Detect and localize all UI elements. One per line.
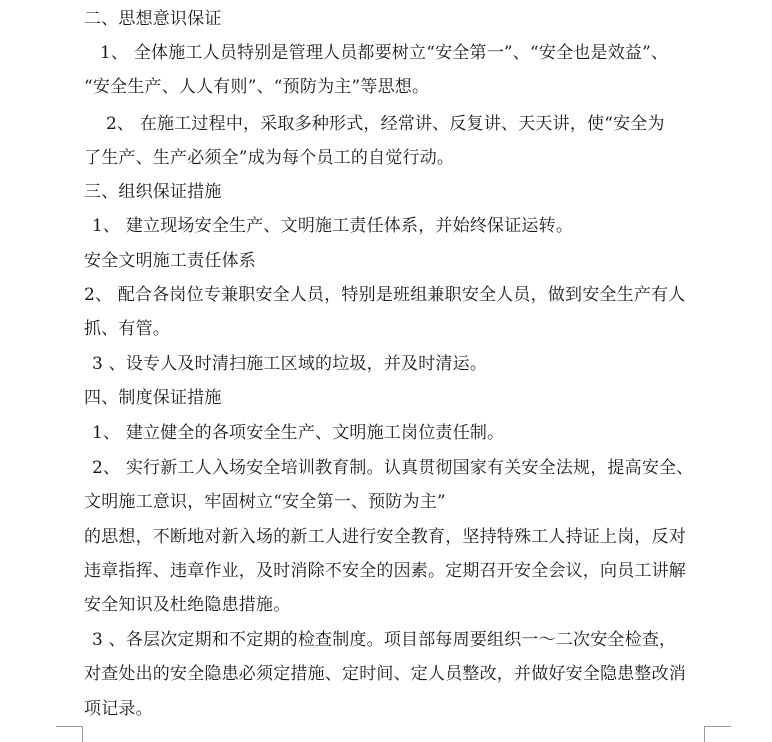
paragraph-line: 项记录。: [84, 699, 153, 719]
paragraph-line: 1、 建立健全的各项安全生产、文明施工岗位责任制。: [92, 423, 505, 443]
paragraph-line: 对查处出的安全隐患必须定措施、定时间、定人员整改，并做好安全隐患整改消: [84, 664, 686, 684]
subheading-line: 安全文明施工责任体系: [84, 251, 256, 271]
paragraph-line: 1、 全体施工人员特别是管理人员都要树立“安全第一”、“安全也是效益”、: [100, 43, 669, 63]
paragraph-line: 文明施工意识，牢固树立“安全第一、预防为主”: [84, 492, 446, 512]
paragraph-line: 违章指挥、违章作业，及时消除不安全的因素。定期召开安全会议，向员工讲解: [84, 561, 686, 581]
paragraph-line: 2、 实行新工人入场安全培训教育制。认真贯彻国家有关安全法规，提高安全、: [92, 458, 694, 478]
paragraph-line: 2、 配合各岗位专兼职安全人员，特别是班组兼职安全人员，做到安全生产有人: [84, 285, 686, 305]
section-heading-2: 二、思想意识保证: [84, 9, 222, 29]
paragraph-line: “安全生产、人人有则”、“预防为主”等思想。: [84, 77, 430, 97]
crop-mark-bottom-right: [704, 726, 731, 742]
paragraph-line: 抓、有管。: [84, 319, 170, 339]
crop-mark-bottom-left: [56, 726, 83, 742]
paragraph-line: 的思想，不断地对新入场的新工人进行安全教育，坚持特殊工人持证上岗，反对: [84, 527, 686, 547]
section-heading-3: 三、组织保证措施: [84, 182, 222, 202]
paragraph-line: 2、 在施工过程中，采取多种形式，经常讲、反复讲、天天讲，使“安全为: [106, 114, 665, 134]
section-heading-4: 四、制度保证措施: [84, 388, 222, 408]
paragraph-line: 安全知识及杜绝隐患措施。: [84, 595, 291, 615]
paragraph-line: 3 、各层次定期和不定期的检查制度。项目部每周要组织一～二次安全检查，: [92, 630, 677, 650]
paragraph-line: 1、 建立现场安全生产、文明施工责任体系，并始终保证运转。: [92, 216, 574, 236]
paragraph-line: 了生产、生产必须全”成为每个员工的自觉行动。: [84, 148, 455, 168]
paragraph-line: 3 、设专人及时清扫施工区域的垃圾，并及时清运。: [92, 354, 488, 374]
